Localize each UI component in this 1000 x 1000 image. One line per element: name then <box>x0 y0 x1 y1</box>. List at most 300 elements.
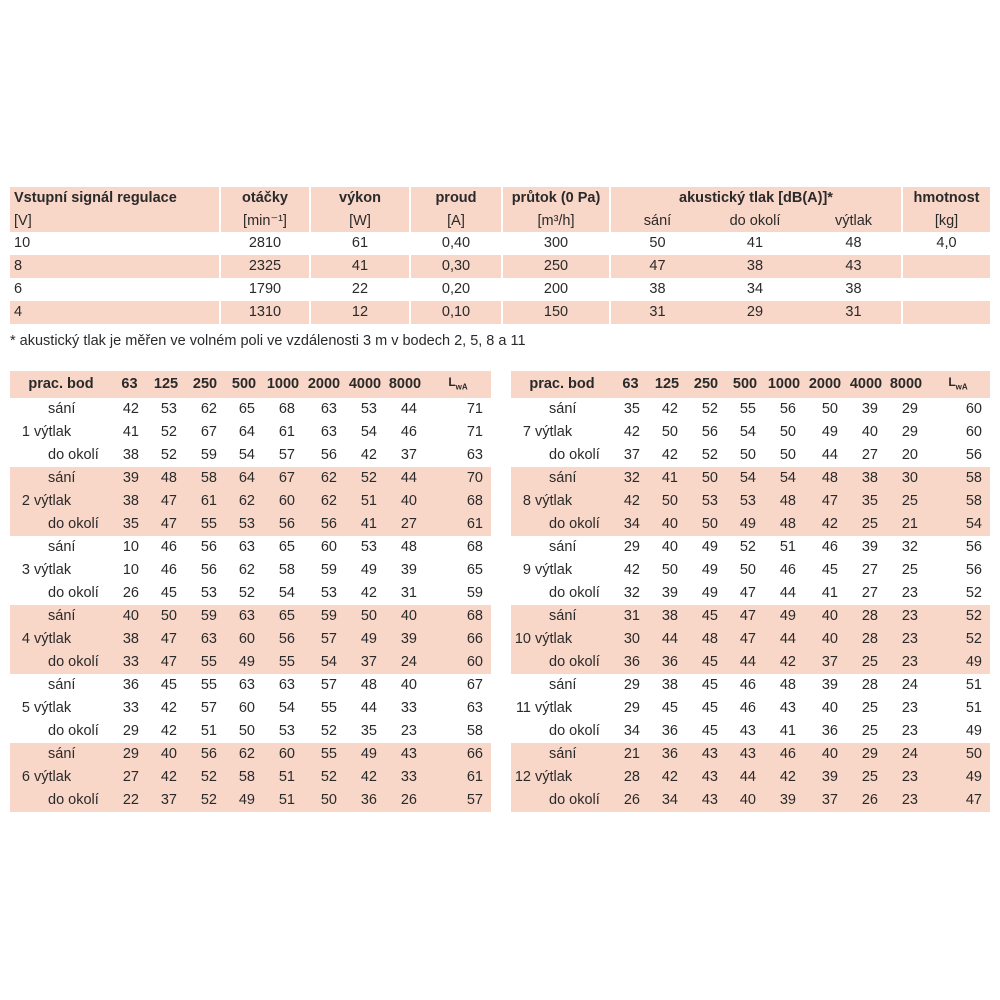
noise-value: 43 <box>739 723 756 740</box>
noise-value: 23 <box>901 654 918 671</box>
noise-value: 64 <box>238 470 255 487</box>
noise-value: 62 <box>320 470 337 487</box>
noise-value: 65 <box>278 608 295 625</box>
noise-value: 27 <box>122 769 139 786</box>
noise-value: 65 <box>278 539 295 556</box>
acoustic-sub-surroundings: do okolí <box>729 213 781 229</box>
work-point-number: 3 <box>21 562 30 579</box>
noise-row <box>10 536 491 559</box>
signal-header: Vstupní signál regulace <box>10 187 220 210</box>
noise-value: 59 <box>320 608 337 625</box>
measurement-label: do okolí <box>48 654 99 671</box>
noise-value: 26 <box>400 792 417 809</box>
frequency-header: 4000 <box>348 376 382 393</box>
noise-value: 63 <box>238 539 255 556</box>
lwa-value: 56 <box>965 447 982 464</box>
noise-value: 53 <box>360 401 377 418</box>
work-point-number <box>10 513 34 536</box>
noise-value: 34 <box>623 516 640 533</box>
noise-value: 51 <box>278 769 295 786</box>
noise-value: 38 <box>122 493 139 510</box>
noise-value: 57 <box>200 700 217 717</box>
signal-unit: [V] <box>10 210 220 232</box>
spec-row <box>10 255 990 278</box>
noise-value: 46 <box>779 562 796 579</box>
flow-header: průtok (0 Pa) <box>502 187 610 210</box>
lwa-value: 70 <box>466 470 483 487</box>
noise-value: 49 <box>739 516 756 533</box>
noise-value: 54 <box>320 654 337 671</box>
noise-value: 52 <box>238 585 255 602</box>
noise-row <box>511 467 990 490</box>
noise-value: 32 <box>623 585 640 602</box>
noise-value: 44 <box>739 654 756 671</box>
noise-value: 23 <box>901 608 918 625</box>
measurement-label: sání <box>48 746 76 763</box>
noise-value: 23 <box>901 585 918 602</box>
noise-value: 57 <box>278 447 295 464</box>
frequency-header: 125 <box>153 376 179 393</box>
measurement-label: výtlak <box>34 631 72 648</box>
frequency-header: 8000 <box>388 376 422 393</box>
noise-value: 60 <box>320 539 337 556</box>
noise-value: 50 <box>701 516 718 533</box>
lwa-value: 58 <box>466 723 483 740</box>
noise-value: 57 <box>320 677 337 694</box>
noise-row <box>10 559 491 582</box>
spec-header-row <box>10 187 990 210</box>
noise-value: 61 <box>278 424 295 441</box>
noise-value: 56 <box>200 539 217 556</box>
spec-cell-a2: 34 <box>746 281 764 297</box>
noise-value: 44 <box>360 700 377 717</box>
noise-row <box>511 697 990 720</box>
noise-value: 50 <box>661 424 678 441</box>
measurement-label: výtlak <box>34 769 72 786</box>
noise-value: 27 <box>861 447 878 464</box>
noise-value: 42 <box>160 700 177 717</box>
noise-value: 25 <box>861 769 878 786</box>
noise-value: 10 <box>122 562 139 579</box>
work-point-number: 2 <box>21 493 30 510</box>
specification-table <box>10 187 990 324</box>
noise-value: 55 <box>320 746 337 763</box>
spec-cell-current: 0,40 <box>410 232 502 255</box>
noise-value: 63 <box>238 608 255 625</box>
noise-value: 55 <box>200 677 217 694</box>
noise-value: 33 <box>400 700 417 717</box>
noise-value: 50 <box>779 447 796 464</box>
noise-value: 55 <box>278 654 295 671</box>
spec-cell-a1: 47 <box>649 258 666 274</box>
lwa-value: 50 <box>965 746 982 763</box>
noise-value: 46 <box>779 746 796 763</box>
spec-cell-weight <box>902 278 990 301</box>
noise-value: 56 <box>320 447 337 464</box>
noise-value: 32 <box>623 470 640 487</box>
frequency-header: 1000 <box>266 376 300 393</box>
noise-value: 31 <box>400 585 417 602</box>
noise-value: 67 <box>200 424 217 441</box>
noise-value: 10 <box>122 539 139 556</box>
spec-cell-a3: 31 <box>806 301 902 324</box>
work-point-number <box>511 789 535 812</box>
weight-unit: [kg] <box>934 213 959 229</box>
noise-value: 42 <box>360 769 377 786</box>
work-point-number: 5 <box>21 700 30 717</box>
noise-value: 23 <box>901 723 918 740</box>
lwa-value: 68 <box>466 608 483 625</box>
noise-value: 52 <box>701 447 718 464</box>
lwa-value: 60 <box>466 654 483 671</box>
lwa-value: 67 <box>466 677 483 694</box>
work-point-number <box>10 674 34 697</box>
noise-value: 51 <box>200 723 217 740</box>
frequency-header: 250 <box>192 376 218 393</box>
noise-value: 50 <box>701 470 718 487</box>
frequency-header: 2000 <box>808 376 842 393</box>
noise-row <box>511 398 990 421</box>
noise-value: 42 <box>779 769 796 786</box>
noise-value: 42 <box>661 401 678 418</box>
noise-value: 51 <box>278 792 295 809</box>
noise-value: 25 <box>901 493 918 510</box>
lwa-value: 60 <box>965 424 982 441</box>
spec-cell-signal: 8 <box>10 255 220 278</box>
noise-value: 48 <box>779 677 796 694</box>
noise-value: 45 <box>701 700 718 717</box>
noise-value: 63 <box>278 677 295 694</box>
spec-cell-speed: 1790 <box>220 278 310 301</box>
noise-value: 36 <box>661 654 678 671</box>
noise-row <box>10 421 491 444</box>
noise-value: 42 <box>360 447 377 464</box>
work-point-number: 11 <box>515 700 531 717</box>
work-point-number: 9 <box>522 562 531 579</box>
work-point-number <box>511 398 535 421</box>
noise-value: 65 <box>238 401 255 418</box>
noise-row <box>10 789 491 812</box>
measurement-label: sání <box>48 401 76 418</box>
footnote: * akustický tlak je měřen ve volném poli ve vzdálenosti 3 m v bodech 2, 5, 8 a 11 <box>10 333 526 349</box>
weight-header: hmotnost <box>913 190 980 206</box>
noise-value: 55 <box>200 516 217 533</box>
noise-value: 37 <box>821 792 838 809</box>
noise-value: 68 <box>278 401 295 418</box>
noise-value: 49 <box>360 562 377 579</box>
noise-value: 28 <box>623 769 640 786</box>
noise-row <box>511 789 990 812</box>
noise-value: 41 <box>360 516 377 533</box>
spec-cell-power: 41 <box>310 255 410 278</box>
noise-value: 40 <box>821 608 838 625</box>
noise-value: 57 <box>320 631 337 648</box>
noise-value: 28 <box>861 631 878 648</box>
noise-value: 43 <box>701 746 718 763</box>
lwa-value: 61 <box>466 516 483 533</box>
noise-value: 42 <box>661 447 678 464</box>
lwa-value: 68 <box>466 539 483 556</box>
noise-value: 43 <box>701 792 718 809</box>
noise-value: 36 <box>821 723 838 740</box>
noise-value: 45 <box>701 654 718 671</box>
measurement-label: sání <box>549 746 577 763</box>
lwa-value: 61 <box>466 769 483 786</box>
measurement-label: výtlak <box>34 700 72 717</box>
measurement-label: sání <box>549 677 577 694</box>
noise-value: 43 <box>739 746 756 763</box>
noise-value: 45 <box>661 700 678 717</box>
noise-value: 24 <box>400 654 417 671</box>
noise-value: 39 <box>400 631 417 648</box>
noise-value: 50 <box>238 723 255 740</box>
noise-value: 53 <box>320 585 337 602</box>
power-header: výkon <box>310 187 410 210</box>
noise-value: 33 <box>122 654 139 671</box>
noise-value: 47 <box>160 631 177 648</box>
lwa-value: 54 <box>965 516 982 533</box>
acoustic-header: akustický tlak [dB(A)]* <box>610 187 902 210</box>
measurement-label: do okolí <box>549 447 600 464</box>
noise-value: 56 <box>278 516 295 533</box>
noise-row <box>511 651 990 674</box>
noise-value: 24 <box>901 677 918 694</box>
noise-value: 42 <box>160 769 177 786</box>
frequency-header: 63 <box>622 376 639 393</box>
noise-value: 49 <box>360 746 377 763</box>
noise-value: 29 <box>122 746 139 763</box>
work-point-number <box>511 513 535 536</box>
noise-value: 47 <box>160 654 177 671</box>
noise-row <box>511 743 990 766</box>
noise-value: 55 <box>200 654 217 671</box>
lwa-value: 58 <box>965 470 982 487</box>
lwa-value: 59 <box>466 585 483 602</box>
noise-value: 52 <box>320 769 337 786</box>
spec-cell-a1: 50 <box>649 235 666 251</box>
lwa-value: 71 <box>466 424 483 441</box>
noise-value: 44 <box>661 631 678 648</box>
noise-row <box>10 651 491 674</box>
noise-value: 55 <box>320 700 337 717</box>
noise-value: 38 <box>661 677 678 694</box>
spec-cell-flow: 150 <box>502 301 610 324</box>
noise-value: 30 <box>901 470 918 487</box>
noise-row <box>511 559 990 582</box>
noise-value: 47 <box>739 608 756 625</box>
noise-value: 44 <box>400 470 417 487</box>
noise-value: 39 <box>821 677 838 694</box>
noise-value: 48 <box>400 539 417 556</box>
noise-value: 58 <box>278 562 295 579</box>
measurement-label: do okolí <box>549 516 600 533</box>
lwa-header <box>425 371 491 398</box>
noise-value: 45 <box>160 585 177 602</box>
noise-row <box>10 444 491 467</box>
noise-value: 29 <box>623 677 640 694</box>
noise-value: 50 <box>821 401 838 418</box>
noise-value: 51 <box>779 539 796 556</box>
noise-value: 49 <box>360 631 377 648</box>
spec-cell-flow: 200 <box>502 278 610 301</box>
measurement-label: do okolí <box>48 723 99 740</box>
noise-value: 38 <box>661 608 678 625</box>
noise-value: 31 <box>623 608 640 625</box>
frequency-header: 500 <box>231 376 257 393</box>
power-unit: [W] <box>310 210 410 232</box>
spec-cell-power: 61 <box>310 232 410 255</box>
noise-value: 38 <box>122 631 139 648</box>
noise-header-row <box>511 371 990 398</box>
noise-value: 50 <box>779 424 796 441</box>
noise-value: 43 <box>779 700 796 717</box>
noise-value: 47 <box>160 516 177 533</box>
frequency-header: 4000 <box>849 376 883 393</box>
measurement-label: do okolí <box>549 792 600 809</box>
work-point-number <box>511 651 535 674</box>
noise-value: 60 <box>238 631 255 648</box>
measurement-label: sání <box>549 608 577 625</box>
work-point-header: prac. bod <box>28 376 94 393</box>
work-point-header: prac. bod <box>529 376 595 393</box>
noise-value: 45 <box>701 608 718 625</box>
spec-cell-speed: 1310 <box>220 301 310 324</box>
noise-value: 40 <box>821 746 838 763</box>
spec-cell-a2: 38 <box>746 258 764 274</box>
noise-value: 29 <box>122 723 139 740</box>
noise-value: 39 <box>779 792 796 809</box>
work-point-number <box>511 674 535 697</box>
lwa-value: 52 <box>965 585 982 602</box>
noise-row <box>10 582 491 605</box>
frequency-header: 63 <box>121 376 138 393</box>
noise-value: 37 <box>623 447 640 464</box>
noise-value: 50 <box>739 562 756 579</box>
noise-value: 47 <box>739 631 756 648</box>
noise-value: 54 <box>779 470 796 487</box>
noise-value: 52 <box>160 424 177 441</box>
noise-value: 56 <box>701 424 718 441</box>
noise-value: 48 <box>779 493 796 510</box>
noise-row <box>10 766 491 789</box>
noise-value: 47 <box>160 493 177 510</box>
noise-value: 28 <box>861 677 878 694</box>
work-point-number <box>511 720 535 743</box>
lwa-sub-label: wA <box>955 382 968 392</box>
noise-value: 62 <box>238 562 255 579</box>
noise-row <box>10 490 491 513</box>
measurement-label: sání <box>549 470 577 487</box>
acoustic-sub-outlet: výtlak <box>806 210 902 232</box>
noise-value: 60 <box>278 493 295 510</box>
noise-value: 54 <box>278 585 295 602</box>
noise-value: 42 <box>623 424 640 441</box>
work-point-number <box>511 444 535 467</box>
noise-value: 43 <box>400 746 417 763</box>
acoustic-sub-intake: sání <box>643 213 672 229</box>
lwa-value: 60 <box>965 401 982 418</box>
noise-value: 40 <box>160 746 177 763</box>
lwa-main-label: L <box>948 375 956 389</box>
noise-value: 42 <box>360 585 377 602</box>
noise-value: 50 <box>360 608 377 625</box>
noise-value: 45 <box>160 677 177 694</box>
spec-cell-a3: 43 <box>806 255 902 278</box>
noise-value: 42 <box>160 723 177 740</box>
noise-row <box>511 628 990 651</box>
lwa-value: 47 <box>965 792 982 809</box>
noise-table-right <box>511 371 990 812</box>
noise-value: 53 <box>278 723 295 740</box>
measurement-label: do okolí <box>48 792 99 809</box>
noise-value: 32 <box>901 539 918 556</box>
measurement-label: sání <box>48 608 76 625</box>
noise-value: 40 <box>400 608 417 625</box>
noise-value: 62 <box>238 746 255 763</box>
noise-value: 49 <box>701 562 718 579</box>
work-point-number <box>10 444 34 467</box>
noise-value: 46 <box>160 562 177 579</box>
noise-value: 40 <box>739 792 756 809</box>
noise-value: 40 <box>400 493 417 510</box>
spec-cell-flow: 300 <box>502 232 610 255</box>
noise-value: 52 <box>200 769 217 786</box>
noise-value: 36 <box>623 654 640 671</box>
noise-value: 49 <box>701 585 718 602</box>
lwa-value: 63 <box>466 447 483 464</box>
noise-value: 29 <box>901 424 918 441</box>
noise-value: 33 <box>122 700 139 717</box>
noise-value: 53 <box>200 585 217 602</box>
measurement-label: výtlak <box>34 424 72 441</box>
measurement-label: výtlak <box>535 562 573 579</box>
measurement-label: výtlak <box>535 631 573 648</box>
spec-cell-a2: 41 <box>746 235 764 251</box>
noise-value: 36 <box>122 677 139 694</box>
noise-value: 67 <box>278 470 295 487</box>
spec-cell-a2: 29 <box>746 304 764 320</box>
noise-value: 27 <box>400 516 417 533</box>
lwa-value: 51 <box>965 677 982 694</box>
noise-value: 54 <box>739 470 756 487</box>
noise-value: 50 <box>160 608 177 625</box>
work-point-number <box>10 605 34 628</box>
work-point-number <box>10 651 34 674</box>
noise-value: 24 <box>901 746 918 763</box>
noise-value: 43 <box>701 769 718 786</box>
noise-row <box>10 674 491 697</box>
noise-value: 51 <box>360 493 377 510</box>
noise-value: 53 <box>238 516 255 533</box>
noise-value: 33 <box>400 769 417 786</box>
noise-value: 58 <box>200 470 217 487</box>
spec-cell-current: 0,10 <box>410 301 502 324</box>
noise-value: 49 <box>238 654 255 671</box>
noise-value: 48 <box>360 677 377 694</box>
noise-value: 23 <box>901 792 918 809</box>
noise-value: 29 <box>623 700 640 717</box>
noise-row <box>511 720 990 743</box>
lwa-value: 49 <box>965 723 982 740</box>
lwa-value: 57 <box>466 792 483 809</box>
noise-value: 21 <box>901 516 918 533</box>
noise-row <box>10 720 491 743</box>
noise-value: 54 <box>238 447 255 464</box>
noise-value: 27 <box>861 562 878 579</box>
noise-value: 28 <box>861 608 878 625</box>
noise-value: 27 <box>861 585 878 602</box>
noise-value: 30 <box>623 631 640 648</box>
